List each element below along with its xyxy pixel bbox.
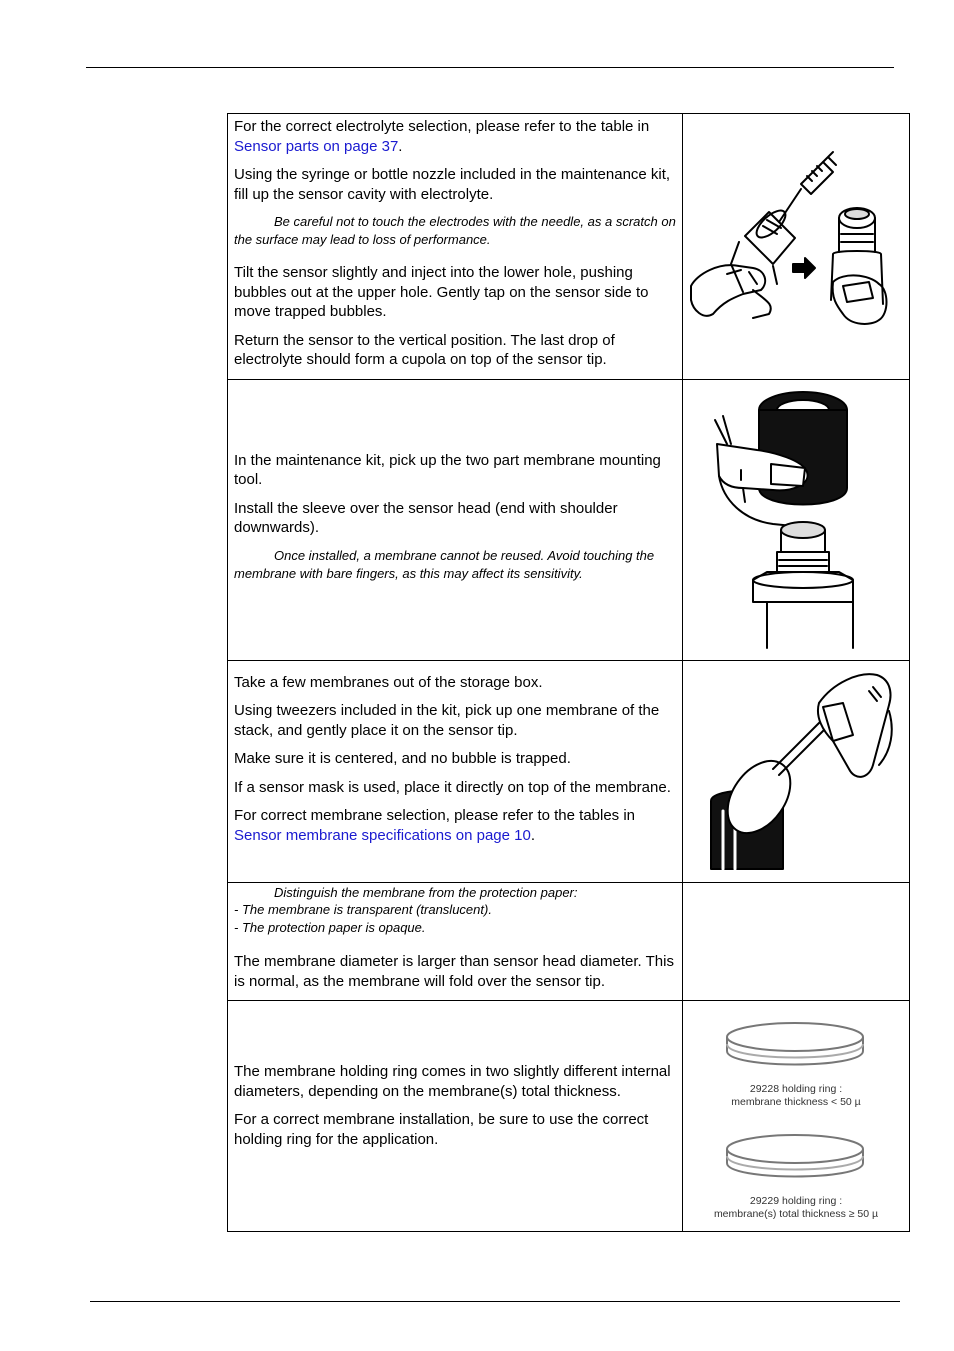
header-rule	[86, 67, 894, 68]
step-text: Using tweezers included in the kit, pick up one membrane of the stack, and gently place it on the sensor tip.	[234, 702, 660, 739]
step-text: For correct membrane selection, please refer to the tables in Sensor membrane specifications on page 10.	[234, 807, 636, 844]
step-text: Tilt the sensor slightly and inject into the lower hole, pushing bubbles out at the upper hole. Gently tap on the sensor side to move trapped bubbles.	[234, 264, 649, 320]
note-text: Distinguish the membrane from the protection paper: - The membrane is transparent (translucent). - The protection paper is opaque.	[234, 884, 578, 935]
holding-ring-29229-icon	[683, 1125, 909, 1195]
step-text: If a sensor mask is used, place it directly on top of the membrane.	[234, 778, 671, 796]
procedure-table	[227, 113, 910, 1232]
ring-caption: 29229 holding ring : membrane(s) total thickness ≥ 50 µ	[713, 1195, 879, 1220]
step-text: Make sure it is centered, and no bubble is trapped.	[234, 750, 571, 767]
step-text: For the correct electrolyte selection, please refer to the table in Sensor parts on page 37.	[234, 118, 650, 155]
tweezers-membrane-illustration	[683, 661, 909, 882]
step-text: Take a few membranes out of the storage box.	[234, 673, 543, 691]
note-text: Be careful not to touch the electrodes with the needle, as a scratch on the surface may lead to loss of performance.	[234, 214, 676, 247]
note-text: Once installed, a membrane cannot be reused. Avoid touching the membrane with bare fingers, as this may affect its sensitivity.	[234, 547, 655, 581]
step-row-mounting-tool	[228, 379, 910, 660]
syringe-filling-illustration	[683, 114, 909, 376]
step-text: The membrane holding ring comes in two slightly different internal diameters, depending on the membrane(s) total thickness.	[234, 1063, 671, 1100]
mounting-tool-illustration	[683, 380, 909, 660]
footer-rule	[90, 1301, 900, 1302]
step-text: Install the sleeve over the sensor head (end with shoulder downwards).	[234, 499, 618, 536]
step-row-note	[228, 882, 910, 1001]
step-text: Using the syringe or bottle nozzle included in the maintenance kit, fill up the sensor cavity with electrolyte.	[234, 166, 671, 203]
xref-link[interactable]: Sensor parts on page 37	[234, 137, 399, 155]
step-row-holding-ring	[228, 1001, 910, 1232]
step-row-membrane	[228, 660, 910, 882]
xref-link[interactable]: Sensor membrane specifications on page 10	[234, 826, 531, 844]
holding-ring-29228-icon	[683, 1013, 909, 1083]
step-text: In the maintenance kit, pick up the two part membrane mounting tool.	[234, 451, 661, 488]
holding-ring-illustration	[683, 1001, 909, 1221]
step-text: Return the sensor to the vertical position. The last drop of electrolyte should form a cupola on top of the sensor tip.	[234, 331, 615, 368]
step-text: For a correct membrane installation, be sure to use the correct holding ring for the application.	[234, 1111, 649, 1148]
step-text: The membrane diameter is larger than sensor head diameter. This is normal, as the membrane will fold over the sensor tip.	[234, 953, 674, 990]
ring-caption: 29228 holding ring : membrane thickness < 50 µ	[731, 1083, 861, 1108]
step-row-electrolyte	[228, 114, 910, 380]
